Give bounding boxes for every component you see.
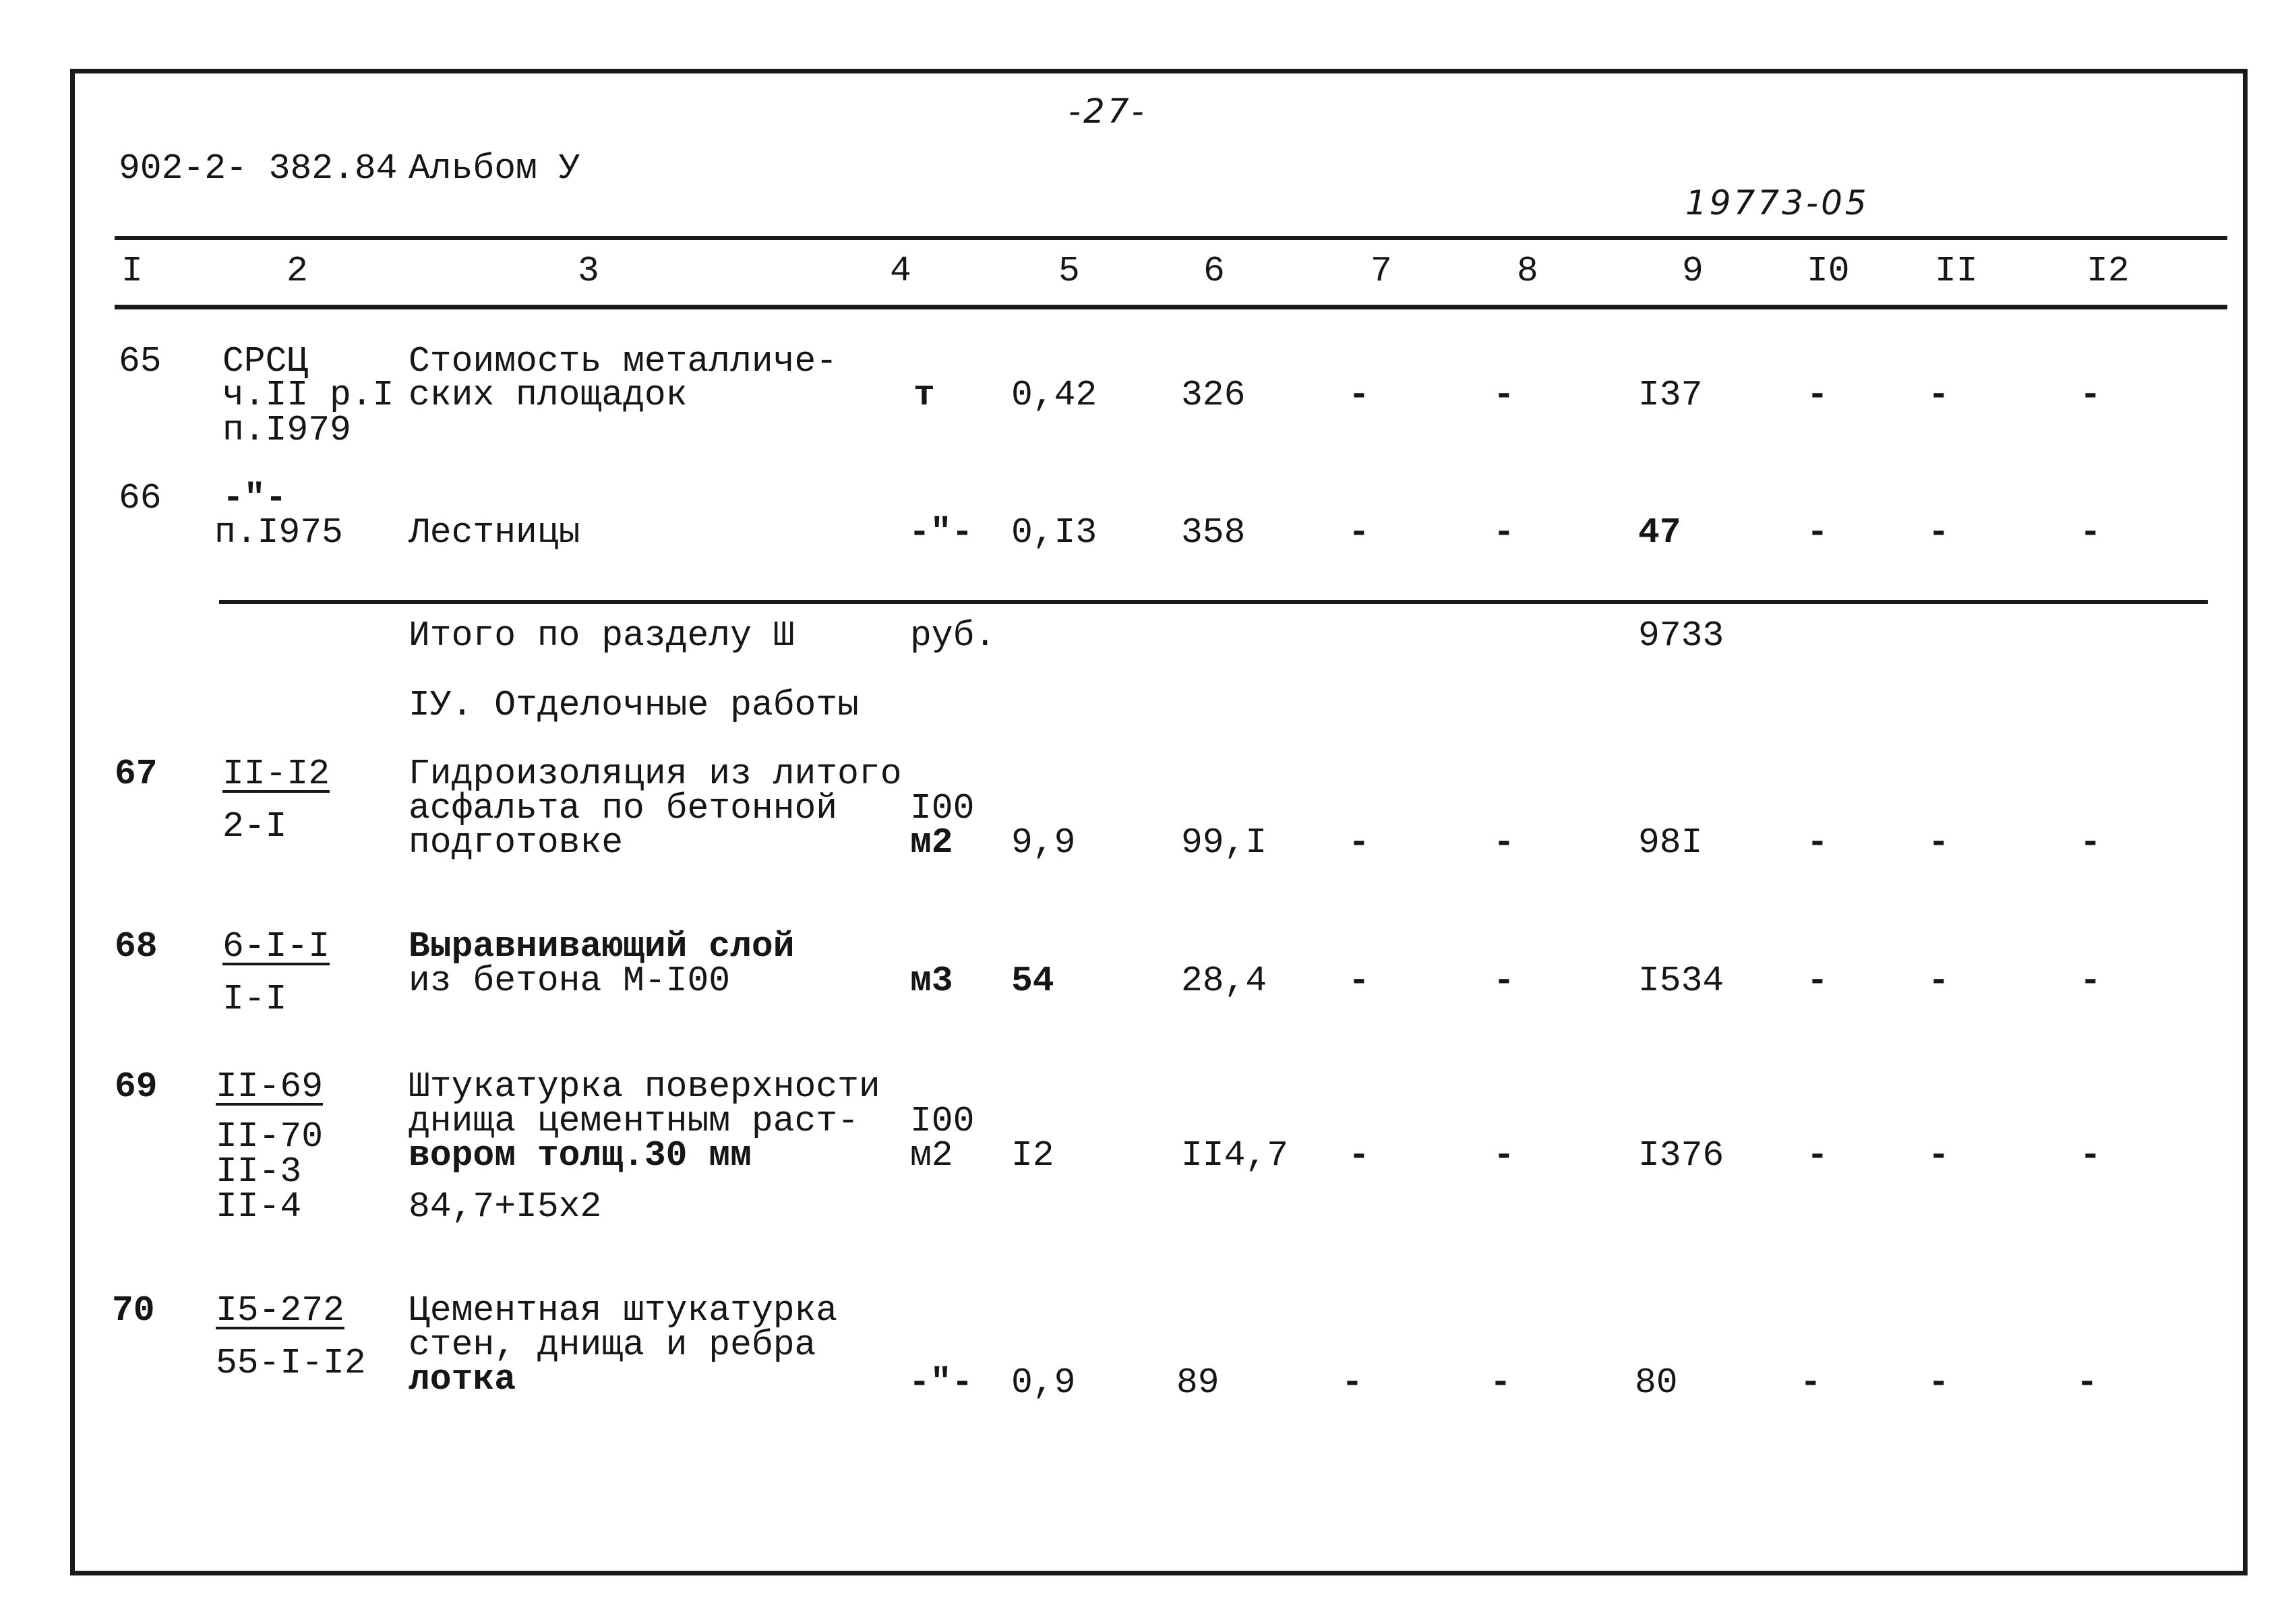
row-description-line: Цементная штукатурка bbox=[409, 1290, 838, 1331]
row-total: I37 bbox=[1638, 375, 1703, 415]
row-col7: - bbox=[1348, 961, 1370, 1001]
col-header-4: 4 bbox=[890, 251, 911, 291]
row-description-line: Гидроизоляция из литого bbox=[409, 754, 902, 794]
row-quantity: 9,9 bbox=[1011, 822, 1076, 863]
col-header-9: 9 bbox=[1682, 251, 1704, 291]
row-description-line: стен, днища и ребра bbox=[409, 1325, 816, 1365]
row-description-line: 84,7+I5x2 bbox=[409, 1186, 602, 1227]
row-ref-line: II-I2 bbox=[222, 754, 330, 794]
col-header-10: I0 bbox=[1807, 251, 1850, 291]
row-quantity: 0,I3 bbox=[1011, 512, 1097, 553]
row-col8: - bbox=[1493, 512, 1515, 553]
row-description-line: Стоимость металличе- bbox=[409, 341, 838, 382]
row-ref-line: II-4 bbox=[216, 1186, 302, 1227]
row-description-line: ских площадок bbox=[409, 375, 688, 415]
section-heading: IУ. Отделочные работы bbox=[409, 685, 859, 725]
row-col8: - bbox=[1490, 1362, 1511, 1403]
row-ref-line: I5-272 bbox=[216, 1290, 344, 1331]
row-col11: - bbox=[1928, 1362, 1950, 1403]
row-number: 67 bbox=[115, 754, 158, 794]
row-unit-price: II4,7 bbox=[1181, 1135, 1289, 1176]
row-ref-line: СРСЦ bbox=[222, 341, 309, 382]
section-total-rule bbox=[219, 600, 2208, 604]
row-unit-price: 28,4 bbox=[1181, 961, 1267, 1001]
row-total: 47 bbox=[1638, 512, 1681, 553]
row-total: I534 bbox=[1638, 961, 1724, 1001]
row-ref-line: 2-I bbox=[222, 806, 287, 847]
row-quantity: 0,9 bbox=[1011, 1362, 1076, 1403]
row-quantity: 0,42 bbox=[1011, 375, 1097, 415]
col-header-1: I bbox=[121, 251, 143, 291]
section-total-label: Итого по разделу Ш bbox=[409, 615, 795, 656]
col-header-3: 3 bbox=[578, 251, 599, 291]
row-col8: - bbox=[1493, 375, 1515, 415]
col-header-2: 2 bbox=[287, 251, 308, 291]
row-col7: - bbox=[1348, 822, 1370, 863]
row-col8: - bbox=[1493, 1135, 1515, 1176]
section-total-value: 9733 bbox=[1638, 615, 1724, 656]
row-col10: - bbox=[1807, 512, 1828, 553]
row-col7: - bbox=[1348, 375, 1370, 415]
row-unit-price: 99,I bbox=[1181, 822, 1267, 863]
row-description-line: Выравнивающий слой bbox=[409, 926, 795, 967]
row-total: 80 bbox=[1635, 1362, 1678, 1403]
row-col11: - bbox=[1928, 512, 1950, 553]
row-col12: - bbox=[2080, 822, 2101, 863]
header-bottom-rule bbox=[115, 305, 2227, 309]
row-unit: I00 bbox=[910, 1101, 975, 1141]
row-col12: - bbox=[2080, 375, 2101, 415]
row-col10: - bbox=[1807, 1135, 1828, 1176]
row-ref-line: I-I bbox=[222, 979, 287, 1019]
row-col11: - bbox=[1928, 822, 1950, 863]
album-label: Альбом У bbox=[409, 148, 580, 189]
row-number: 66 bbox=[119, 478, 162, 518]
row-col12: - bbox=[2080, 961, 2101, 1001]
row-number: 69 bbox=[115, 1066, 158, 1107]
row-unit: т bbox=[913, 375, 935, 415]
row-col10: - bbox=[1800, 1362, 1822, 1403]
row-number: 68 bbox=[115, 926, 158, 967]
row-col10: - bbox=[1807, 961, 1828, 1001]
col-header-5: 5 bbox=[1058, 251, 1080, 291]
row-ref-line: II-70 bbox=[216, 1116, 324, 1157]
row-description-line: днища цементным раст- bbox=[409, 1101, 859, 1141]
row-description-line: Лестницы bbox=[409, 512, 580, 553]
row-ref-line: 6-I-I bbox=[222, 926, 330, 967]
row-unit: м3 bbox=[910, 961, 953, 1001]
row-description-line: подготовке bbox=[409, 822, 624, 863]
row-col11: - bbox=[1928, 1135, 1950, 1176]
col-header-11: II bbox=[1935, 251, 1978, 291]
row-unit: м2 bbox=[910, 822, 953, 863]
row-ref-line: -"- bbox=[222, 478, 287, 518]
col-header-7: 7 bbox=[1371, 251, 1392, 291]
row-description-line: асфальта по бетонной bbox=[409, 788, 838, 829]
row-col7: - bbox=[1348, 1135, 1370, 1176]
row-col7: - bbox=[1342, 1362, 1363, 1403]
row-col11: - bbox=[1928, 961, 1950, 1001]
header-top-rule bbox=[115, 236, 2227, 240]
row-description-line: из бетона М-I00 bbox=[409, 961, 731, 1001]
row-unit-price: 326 bbox=[1181, 375, 1246, 415]
row-number: 65 bbox=[119, 341, 162, 382]
page-border bbox=[70, 69, 2248, 1575]
row-description-line: лотка bbox=[409, 1359, 516, 1400]
row-unit: -"- bbox=[909, 1362, 973, 1403]
row-ref-line: ч.II р.I bbox=[222, 375, 394, 415]
row-col12: - bbox=[2080, 512, 2101, 553]
row-number: 70 bbox=[112, 1290, 155, 1331]
row-quantity: 54 bbox=[1011, 961, 1054, 1001]
row-col8: - bbox=[1493, 961, 1515, 1001]
row-ref-line: II-69 bbox=[216, 1066, 324, 1107]
stamp-number: 19773-05 bbox=[1685, 183, 1869, 222]
document-id: 902-2- 382.84 bbox=[119, 148, 398, 189]
row-description-line: Штукатурка поверхности bbox=[409, 1066, 880, 1107]
row-unit-price: 89 bbox=[1176, 1362, 1220, 1403]
row-col10: - bbox=[1807, 822, 1828, 863]
row-ref-line: 55-I-I2 bbox=[216, 1343, 366, 1383]
row-total: 98I bbox=[1638, 822, 1703, 863]
row-col8: - bbox=[1493, 822, 1515, 863]
row-col12: - bbox=[2080, 1135, 2101, 1176]
row-unit: -"- bbox=[909, 512, 973, 553]
page-number: -27- bbox=[1069, 92, 1147, 131]
row-col12: - bbox=[2076, 1362, 2098, 1403]
row-ref-line: п.I975 bbox=[214, 512, 343, 553]
col-header-8: 8 bbox=[1517, 251, 1538, 291]
row-col11: - bbox=[1928, 375, 1950, 415]
row-unit: I00 bbox=[910, 788, 975, 829]
row-unit-price: 358 bbox=[1181, 512, 1246, 553]
col-header-12: I2 bbox=[2086, 251, 2130, 291]
row-col7: - bbox=[1348, 512, 1370, 553]
row-quantity: I2 bbox=[1011, 1135, 1054, 1176]
col-header-6: 6 bbox=[1203, 251, 1225, 291]
row-col10: - bbox=[1807, 375, 1828, 415]
row-total: I376 bbox=[1638, 1135, 1724, 1176]
section-total-unit: руб. bbox=[910, 615, 996, 656]
row-ref-line: п.I979 bbox=[222, 410, 351, 450]
row-ref-line: II-3 bbox=[216, 1151, 302, 1192]
row-unit: м2 bbox=[910, 1135, 953, 1176]
row-description-line: вором толщ.30 мм bbox=[409, 1135, 752, 1176]
